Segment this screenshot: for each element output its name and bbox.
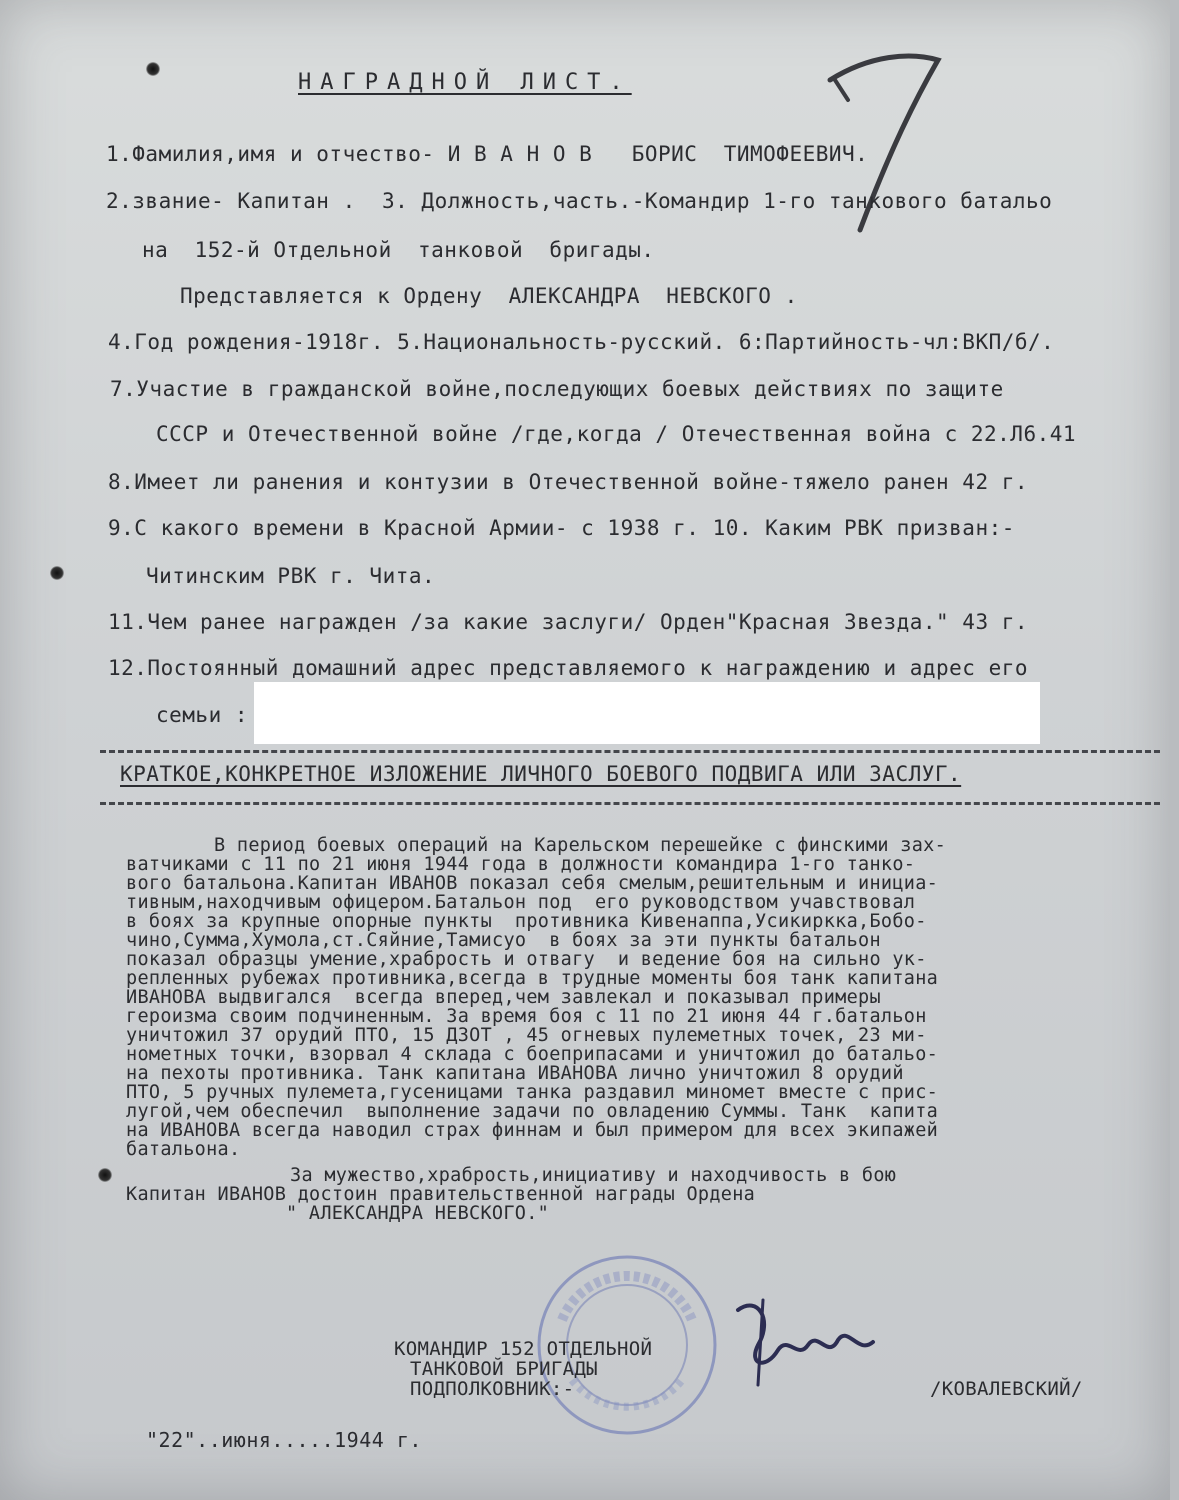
field-war-participation: 7.Участие в гражданской войне,последующих боевых действиях по защите — [110, 377, 1004, 401]
narrative-line: показал образцы умение,храбрость и отвагу и ведение боя на сильно ук- — [126, 949, 927, 970]
field-birth-nationality-party: 4.Год рождения-1918г. 5.Национальность-русский. 6:Партийность-чл:ВКП/б/. — [108, 330, 1055, 354]
field-war-participation-cont: СССР и Отечественной войне /где,когда / Отечественная война с 22.Л6.41 — [156, 422, 1077, 446]
divider-bottom — [100, 802, 1160, 805]
field-home-address: 12.Постоянный домашний адрес представляемого к награждению и адрес его — [108, 656, 1029, 680]
narrative-line: чино,Сумма,Хумола,ст.Сяйние,Тамисуо в боях за эти пункты батальон — [126, 930, 881, 951]
redacted-address — [254, 682, 1040, 744]
narrative-line: лугой,чем обеспечил выполнение задачи по овладению Суммы. Танк капита — [126, 1101, 939, 1122]
divider-top — [100, 750, 1160, 753]
conclusion-line: Капитан ИВАНОВ достоин правительственной награды Ордена — [126, 1184, 756, 1205]
document-title: НАГРАДНОЙ ЛИСТ. — [298, 70, 632, 95]
punch-hole — [98, 1168, 112, 1182]
narrative-line: в боях за крупные опорные пункты противника Кивенаппа,Усикиркка,Бобо- — [126, 911, 927, 932]
narrative-line: на пехоты противника. Танк капитана ИВАНОВА лично уничтожил 8 орудий — [126, 1063, 904, 1084]
signature-title: КОМАНДИР 152 ОТДЕЛЬНОЙ — [394, 1338, 653, 1360]
document-date: "22"..июня.....1944 г. — [146, 1428, 422, 1452]
signature-title: ТАНКОВОЙ БРИГАДЫ — [410, 1358, 598, 1380]
conclusion-line: За мужество,храбрость,инициативу и находчивость в бою — [290, 1165, 897, 1186]
narrative-line: вого батальона.Капитан ИВАНОВ показал себя смелым,решительным и инициа- — [126, 873, 939, 894]
section-heading: КРАТКОЕ,КОНКРЕТНОЕ ИЗЛОЖЕНИЕ ЛИЧНОГО БОЕВОГО ПОДВИГА ИЛИ ЗАСЛУГ. — [120, 762, 962, 786]
narrative-line: нометных точки, взорвал 4 склада с боеприпасами и уничтожил до батальо- — [126, 1044, 939, 1065]
narrative-line: на ИВАНОВА всегда наводил страх финнам и был примером для всех экипажей — [126, 1120, 939, 1141]
narrative-line: батальона. — [126, 1139, 241, 1160]
narrative-line: ватчиками с 11 по 21 июня 1944 года в должности командира 1-го танко- — [126, 854, 916, 875]
punch-hole — [146, 62, 160, 76]
punch-hole — [50, 566, 64, 580]
narrative-line: тивным,находчивым офицером.Батальон под его руководством учавствовал — [126, 892, 916, 913]
signatory-name: /КОВАЛЕВСКИЙ/ — [930, 1378, 1083, 1400]
conclusion-line: " АЛЕКСАНДРА НЕВСКОГО." — [286, 1203, 550, 1224]
narrative-line: героизма своим подчиненным. За время боя с 11 по 21 июня 44 г.батальон — [126, 1006, 927, 1027]
field-army-since: 9.С какого времени в Красной Армии- с 1938 г. 10. Каким РВК призван:- — [108, 516, 1015, 540]
field-previous-awards: 11.Чем ранее награжден /за какие заслуги/ Орден"Красная Звезда." 43 г. — [108, 610, 1029, 634]
signature-title: ПОДПОЛКОВНИК:- — [410, 1378, 575, 1400]
field-family-label: семьи : — [156, 703, 249, 727]
handwritten-signature-icon — [718, 1290, 888, 1400]
narrative-line: ИВАНОВА выдвигался всегда вперед,чем завлекал и показывал примеры — [126, 987, 881, 1008]
field-full-name: 1.Фамилия,имя и отчество- И В А Н О В БОРИС ТИМОФЕЕВИЧ. — [106, 142, 869, 166]
field-recruitment-office: Читинским РВК г. Чита. — [146, 564, 436, 588]
narrative-line: репленных рубежах противника,всегда в трудные моменты боя танк капитана — [126, 968, 939, 989]
field-award-nominated: Представляется к Ордену АЛЕКСАНДРА НЕВСКОГО . — [180, 284, 798, 308]
field-rank-position: 2.звание- Капитан . 3. Должность,часть.-Командир 1-го танкового батальо — [106, 189, 1053, 213]
narrative-line: уничтожил 37 орудий ПТО, 15 ДЗОТ , 45 огневых пулеметных точек, 23 ми- — [126, 1025, 927, 1046]
narrative-line: В период боевых операций на Карельском перешейке с финскими зах- — [214, 835, 947, 856]
narrative-line: ПТО, 5 ручных пулемета,гусеницами танка раздавил миномет вместе с прис- — [126, 1082, 939, 1103]
field-position-cont: на 152-й Отдельной танковой бригады. — [142, 238, 655, 262]
field-wounds: 8.Имеет ли ранения и контузии в Отечественной войне-тяжело ранен 42 г. — [108, 470, 1029, 494]
